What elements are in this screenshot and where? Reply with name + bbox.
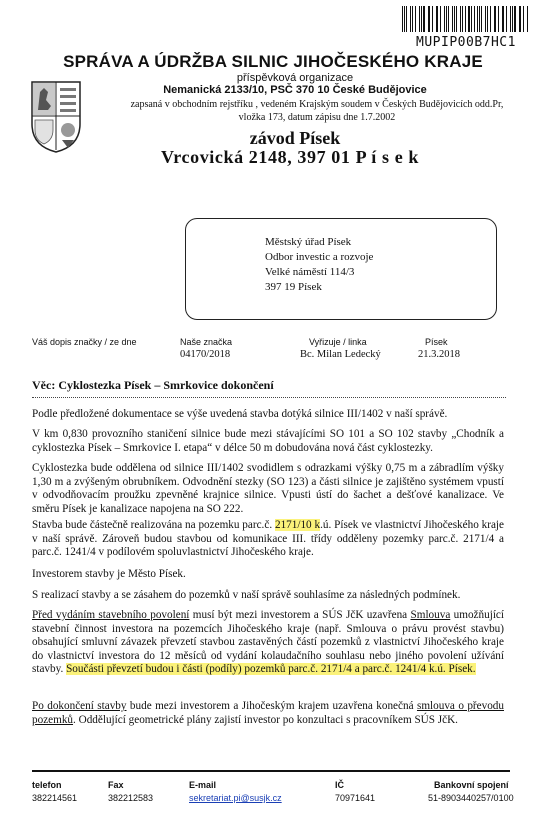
registry-line-2: vložka 173, datum zápisu dne 1.7.2002	[238, 112, 396, 123]
paragraph-6: S realizací stavby a se zásahem do pozemků v naší správě souhlasíme za následných podmínek.	[32, 589, 461, 601]
footer-rule	[32, 770, 510, 772]
paragraph-8-underlined-2: smlouva o převodu pozemků	[32, 700, 504, 726]
barcode-bar	[506, 6, 507, 32]
paragraph-7-underlined-1: Před vydáním stavebního povolení	[32, 609, 190, 621]
registry-info	[112, 98, 522, 124]
barcode	[402, 6, 528, 32]
barcode-bar	[471, 6, 472, 32]
barcode-bar	[410, 6, 411, 32]
ic-label: IČ	[335, 780, 344, 790]
fax-label: Fax	[108, 780, 124, 790]
barcode-bar	[481, 6, 482, 32]
letter-subject: Věc: Cyklostezka Písek – Smrkovice dokončení	[32, 378, 274, 392]
paragraph-7-highlight: Součásti převzetí budou i části (podíly) pozemků parc.č. 2171/4 a parc.č. 1241/4 k.ú. Písek.	[66, 663, 476, 675]
barcode-bar	[510, 6, 511, 32]
place-label: Písek	[425, 337, 448, 347]
phone-label: telefon	[32, 780, 62, 790]
paragraph-4-part-a: Stavba bude částečně realizována na pozemku parc.č.	[32, 519, 275, 531]
paragraph-4-part-b: .ú. Písek ve vlastnictví Jihočeského kraje v naší správě. Zároveň budou stavbou od komunikace III. třídy odděleny pozemky parc.č. 2171/4 a parc.č. 1241/4 v podílovém spoluvlastnictví Jihočeského kraje.	[32, 519, 505, 558]
fax-value: 382212583	[108, 793, 154, 803]
barcode-bar	[452, 6, 453, 32]
paragraph-1: Podle předložené dokumentace se výše uvedená stavba dotýká silnice III/1402 v naší správě.	[32, 408, 448, 420]
barcode-bar	[423, 6, 424, 32]
barcode-bar	[456, 6, 457, 32]
barcode-bar	[402, 6, 403, 32]
our-reference-label: Naše značka	[180, 337, 233, 347]
barcode-bar	[523, 6, 524, 32]
paragraph-7-part-a: musí být mezi investorem a SÚS JčK uzavřena	[189, 609, 411, 621]
bank-value: 51-8903440257/0100	[428, 793, 514, 803]
paragraph-8-part-a: bude mezi investorem a Jihočeským krajem uzavřena konečná	[126, 700, 417, 712]
barcode-bar	[444, 6, 445, 32]
handled-by-value: Bc. Milan Ledecký	[300, 349, 381, 360]
handled-by-label: Vyřizuje / linka	[309, 337, 367, 347]
plant-name: závod Písek	[249, 128, 341, 148]
barcode-bar	[498, 6, 499, 32]
registry-line-1: zapsaná v obchodním rejstříku , vedeném Krajským soudem v Českých Budějovicích odd.Pr,	[130, 99, 504, 110]
ic-value: 70971641	[335, 793, 376, 803]
paragraph-4	[32, 519, 504, 560]
barcode-bar	[432, 6, 433, 32]
paragraph-8-part-b: . Oddělující geometrické plány zajistí investor po konzultaci s pracovníkem SÚS JčK.	[73, 713, 458, 726]
barcode-bar	[514, 6, 515, 32]
paragraph-4-highlight: 2171/10 k	[274, 519, 321, 531]
recipient-line-4: 397 19 Písek	[265, 281, 322, 293]
paragraph-7	[32, 609, 504, 677]
paragraph-3: Cyklostezka bude oddělena od silnice III/1402 svodidlem s odrazkami výšky 0,75 m a zábradlím výšky 1,30 m a zvýšeným obrubníkem. Odvodnění stezky (SO 123) a části silnice je zajištěno systémem vpustí v odvodňovacím proužku zpevněné krajnice silnice. Vpusti ústí do šachet a dešťové kanalizace. Ve směru Písek je kanalizace napojena na SO 222.	[32, 462, 504, 515]
barcode-text: MUPIP00B7HC1	[416, 35, 516, 50]
recipient-line-2: Odbor investic a rozvoje	[265, 251, 374, 263]
email-link[interactable]: sekretariat.pi@susjk.cz	[189, 793, 282, 803]
barcode-bar	[415, 6, 416, 32]
your-reference-label: Váš dopis značky / ze dne	[32, 337, 137, 347]
phone-value: 382214561	[32, 793, 78, 803]
recipient-line-1: Městský úřad Písek	[265, 236, 352, 248]
barcode-bar	[440, 6, 441, 32]
paragraph-5: Investorem stavby je Město Písek.	[32, 568, 186, 580]
barcode-bar	[460, 6, 461, 32]
organization-address: Nemanická 2133/10, PSČ 370 10 České Budějovice	[163, 84, 427, 96]
bank-label: Bankovní spojení	[434, 780, 509, 790]
barcode-bar	[419, 6, 420, 32]
plant-address: Vrcovická 2148, 397 01 P í s e k	[160, 147, 420, 167]
coat-of-arms-logo	[30, 80, 82, 154]
barcode-bar	[468, 6, 469, 32]
paragraph-2: V km 0,830 provozního staničení silnice bude mezi stávajícími SO 101 a SO 102 stavby „Chodník a cyklostezka Písek – Smrkovice I. etapa“ v délce 50 m dobudována nová část cyklostezky.	[32, 428, 504, 454]
paragraph-7-underlined-2: Smlouva	[410, 609, 451, 621]
our-reference-value: 04170/2018	[180, 349, 231, 360]
organization-type: příspěvková organizace	[236, 72, 354, 84]
subject-divider	[32, 397, 506, 398]
email-label: E-mail	[189, 780, 217, 790]
barcode-bar	[487, 6, 488, 32]
paragraph-7-part-b: umožňující stavební činnost investora na pozemcích Jihočeského kraje (např. Smlouva o právu provést stavbu) obsahující smluvní závazek převzetí stavbou zastavěných částí pozemků z vlastnictví Jihočeského kraje do vlastnictví investora do 12 měsíců od vydání kolaudačního souhlasu nebo jiného povolení užívání stavby.	[32, 609, 505, 675]
barcode-bar	[490, 6, 491, 32]
paragraph-8-underlined-1: Po dokončení stavby	[32, 700, 127, 712]
recipient-line-3: Velké náměstí 114/3	[265, 266, 355, 278]
organization-title: SPRÁVA A ÚDRŽBA SILNIC JIHOČESKÉHO KRAJE	[63, 52, 483, 71]
paragraph-8	[32, 700, 504, 727]
date-value: 21.3.2018	[418, 349, 460, 360]
